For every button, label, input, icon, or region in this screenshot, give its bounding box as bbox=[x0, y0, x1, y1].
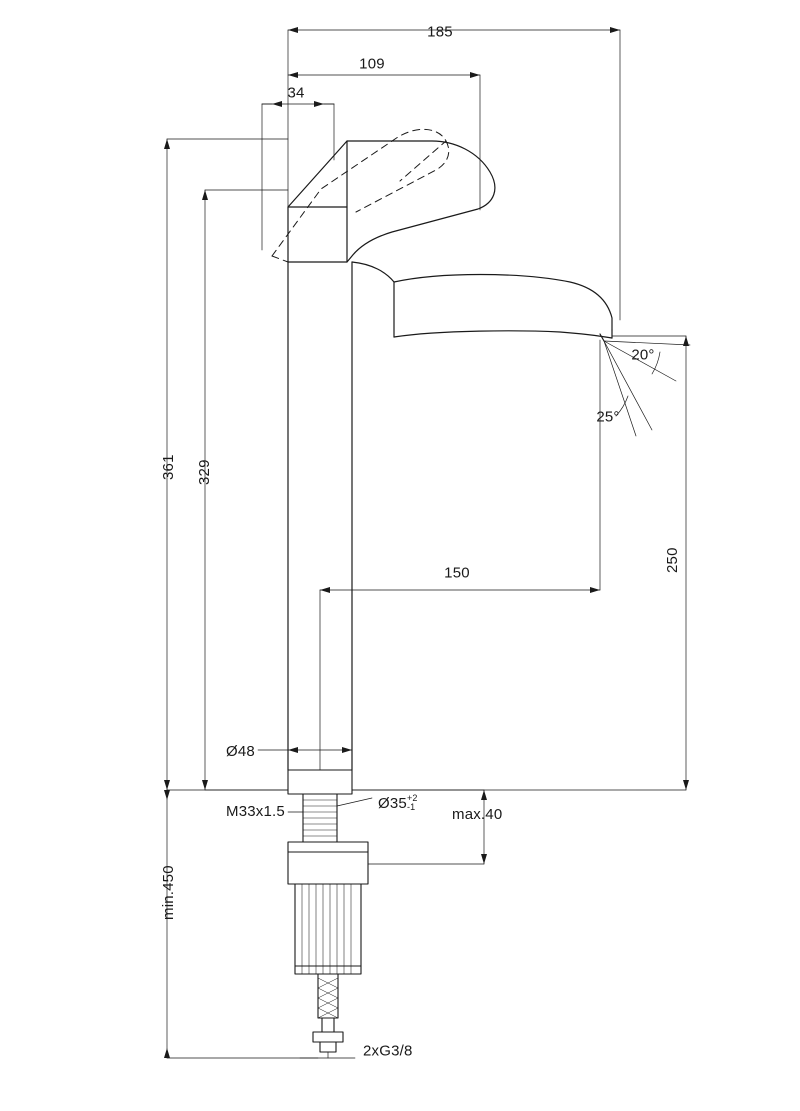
dimension-hole-diameter bbox=[378, 795, 418, 813]
base-escutcheon bbox=[288, 770, 352, 794]
mounting-nut bbox=[288, 842, 368, 884]
dimension-reach-spout: 150 bbox=[444, 564, 470, 582]
lever-handle bbox=[288, 141, 495, 262]
supply-hose bbox=[313, 974, 343, 1052]
dimension-angle-20: 20° bbox=[631, 346, 655, 364]
dimension-diameter-base: Ø48 bbox=[226, 743, 255, 760]
dimension-height-spout-outlet: 250 bbox=[664, 547, 681, 573]
hole-diameter-value: Ø35 bbox=[378, 795, 407, 812]
dimension-height-body: 329 bbox=[196, 459, 213, 485]
dimension-width-lever-offset: 34 bbox=[287, 84, 305, 102]
dimension-width-spout-reach-upper: 109 bbox=[359, 55, 385, 73]
dimension-supply-connection: 2xG3/8 bbox=[363, 1042, 413, 1060]
dimension-min-supply-length: min.450 bbox=[160, 865, 177, 920]
fixing-sleeve bbox=[295, 884, 361, 974]
faucet-body bbox=[288, 262, 394, 770]
hole-diameter-tolerance: +2 -1 bbox=[406, 793, 418, 813]
spout bbox=[394, 275, 612, 342]
dimension-height-total: 361 bbox=[160, 454, 177, 480]
dimension-width-total: 185 bbox=[427, 23, 453, 41]
dimension-thread-shank: M33x1.5 bbox=[226, 803, 285, 820]
dimension-angle-25: 25° bbox=[596, 408, 620, 426]
dimension-max-deck-thickness: max.40 bbox=[452, 806, 503, 823]
threaded-shank bbox=[303, 794, 337, 842]
